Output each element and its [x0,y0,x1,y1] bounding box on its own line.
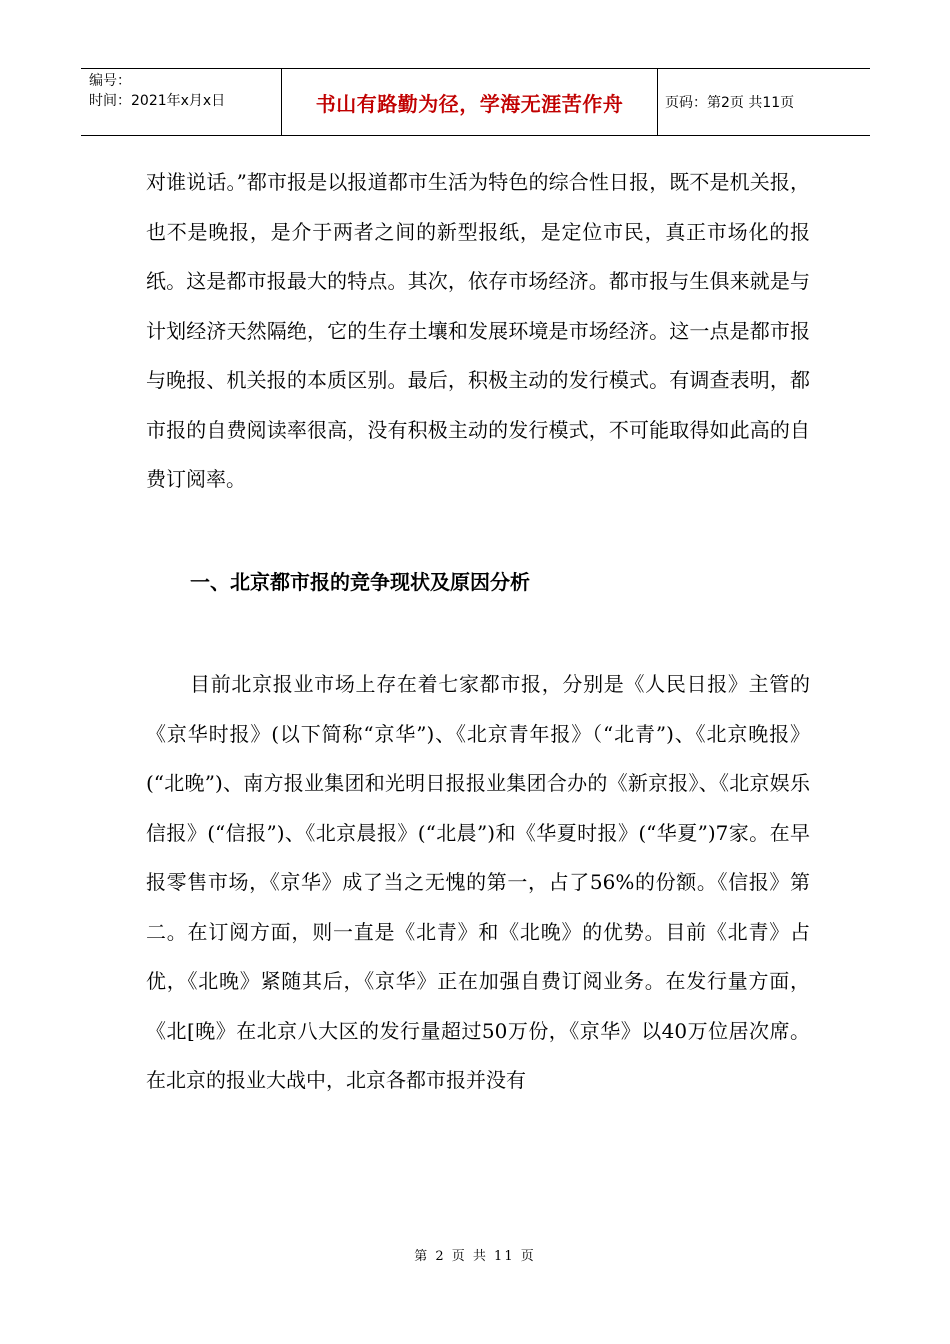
section-heading: 一、北京都市报的竞争现状及原因分析 [190,570,530,594]
body-paragraph: 对谁说话。”都市报是以报道都市生活为特色的综合性日报，既不是机关报，也不是晚报，是介于两者之间的新型报纸，是定位市民，真正市场化的报纸。这是都市报最大的特点。其次，依存市场经济。都市报与生俱来就是与计划经济天然隔绝，它的生存土壤和发展环境是市场经济。这一点是都市报与晚报、机关报的本质区别。最后，积极主动的发行模式。有调查表明，都市报的自费阅读率很高，没有积极主动的发行模式，不可能取得如此高的自费订阅率。 [146,170,810,491]
document-header [81,68,870,136]
document-time-label: 时间：2021年x月x日 [89,93,226,109]
header-motto: 书山有路勤为径，学海无涯苦作舟 [315,91,624,116]
body-paragraph: 目前北京报业市场上存在着七家都市报，分别是《人民日报》主管的《京华时报》(以下简称“京华”)、《北京青年报》（“北青”)、《北京晚报》(“北晚”)、南方报业集团和光明日报报业集团合办的《新京报》、《北京娱乐信报》(“信报”)、《北京晨报》(“北晨”)和《华夏时报》(“华夏”)7家。在早报零售市场，《京华》成了当之无愧的第一，占了56%的份额。《信报》第二。在订阅方面，则一直是《北青》和《北晚》的优势。目前《北青》占优，《北晚》紧随其后，《京华》正在加强自费订阅业务。在发行量方面，《北[晚》在北京八大区的发行量超过50万份，《京华》以40万位居次席。在北京的报业大战中，北京各都市报并没有 [146,672,810,1092]
header-motto-cell [282,69,658,135]
page-footer: 第 2 页 共 11 页 [414,1249,536,1264]
header-meta-cell [81,69,282,135]
document-number-label: 编号： [89,73,131,89]
body-text-block [146,158,810,505]
header-page-cell [658,69,870,135]
header-page-info: 页码：第2页 共11页 [665,95,795,111]
